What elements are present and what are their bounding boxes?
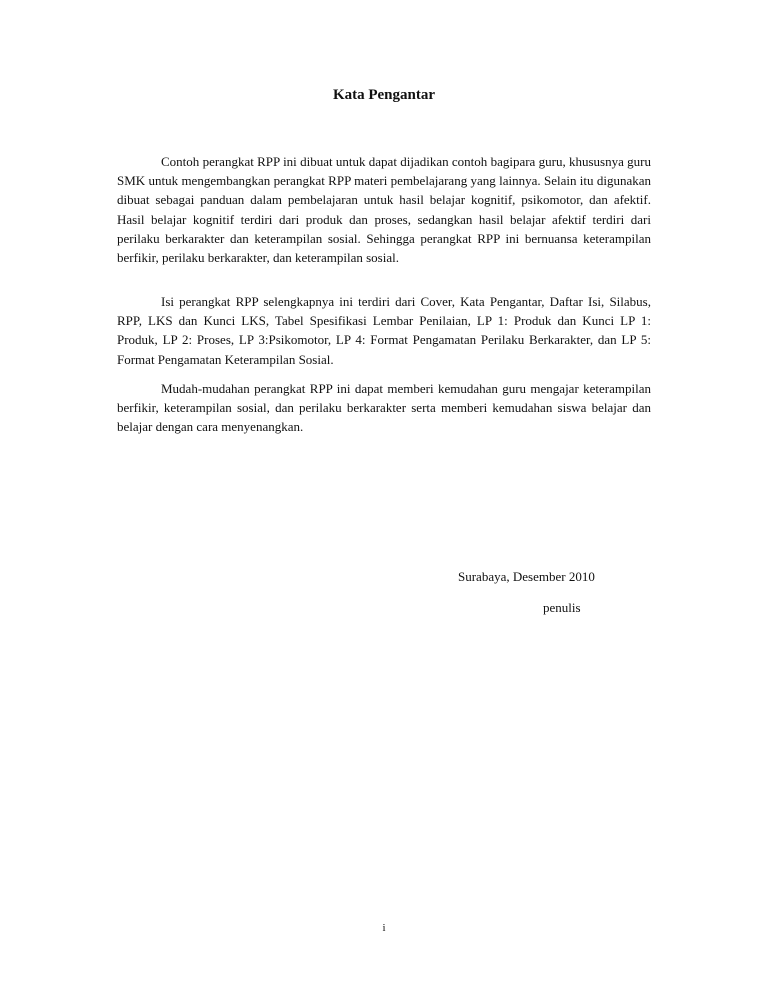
place-date: Surabaya, Desember 2010	[458, 569, 595, 584]
paragraph-intro: Contoh perangkat RPP ini dibuat untuk dapat dijadikan contoh bagipara guru, khususnya guru SMK untuk mengembangkan perangkat RPP materi pembelajarang yang lainnya. Selain itu digunakan dibuat sebagai panduan dalam pembelajaran untuk hasil belajar kognitif, psikomotor, dan afektif. Hasil belajar kognitif terdiri dari produk dan proses, sedangkan hasil belajar afektif terdiri dari perilaku berkarakter dan keterampilan sosial. Sehingga perangkat RPP ini bernuansa keterampilan berfikir, perilaku berkarakter, dan keterampilan sosial.	[117, 154, 651, 266]
page-title: Kata Pengantar	[332, 87, 436, 103]
page-number: i	[382, 922, 386, 934]
paragraph-contents: Isi perangkat RPP selengkapnya ini terdiri dari Cover, Kata Pengantar, Daftar Isi, Silabus, RPP, LKS dan Kunci LKS, Tabel Spesifikasi Lembar Penilaian, LP 1: Produk dan Kunci LP 1: Produk, LP 2: Proses, LP 3:Psikomotor, LP 4: Format Pengamatan Perilaku Berkarakter, dan LP 5: Format Pengamatan Keterampilan Sosial.	[117, 294, 651, 367]
signer: penulis	[543, 600, 581, 615]
paragraph-closing: Mudah-mudahan perangkat RPP ini dapat memberi kemudahan guru mengajar keterampilan berfikir, keterampilan sosial, dan perilaku berkarakter serta memberi kemudahan siswa belajar dan belajar dengan cara menyenangkan.	[117, 381, 651, 435]
